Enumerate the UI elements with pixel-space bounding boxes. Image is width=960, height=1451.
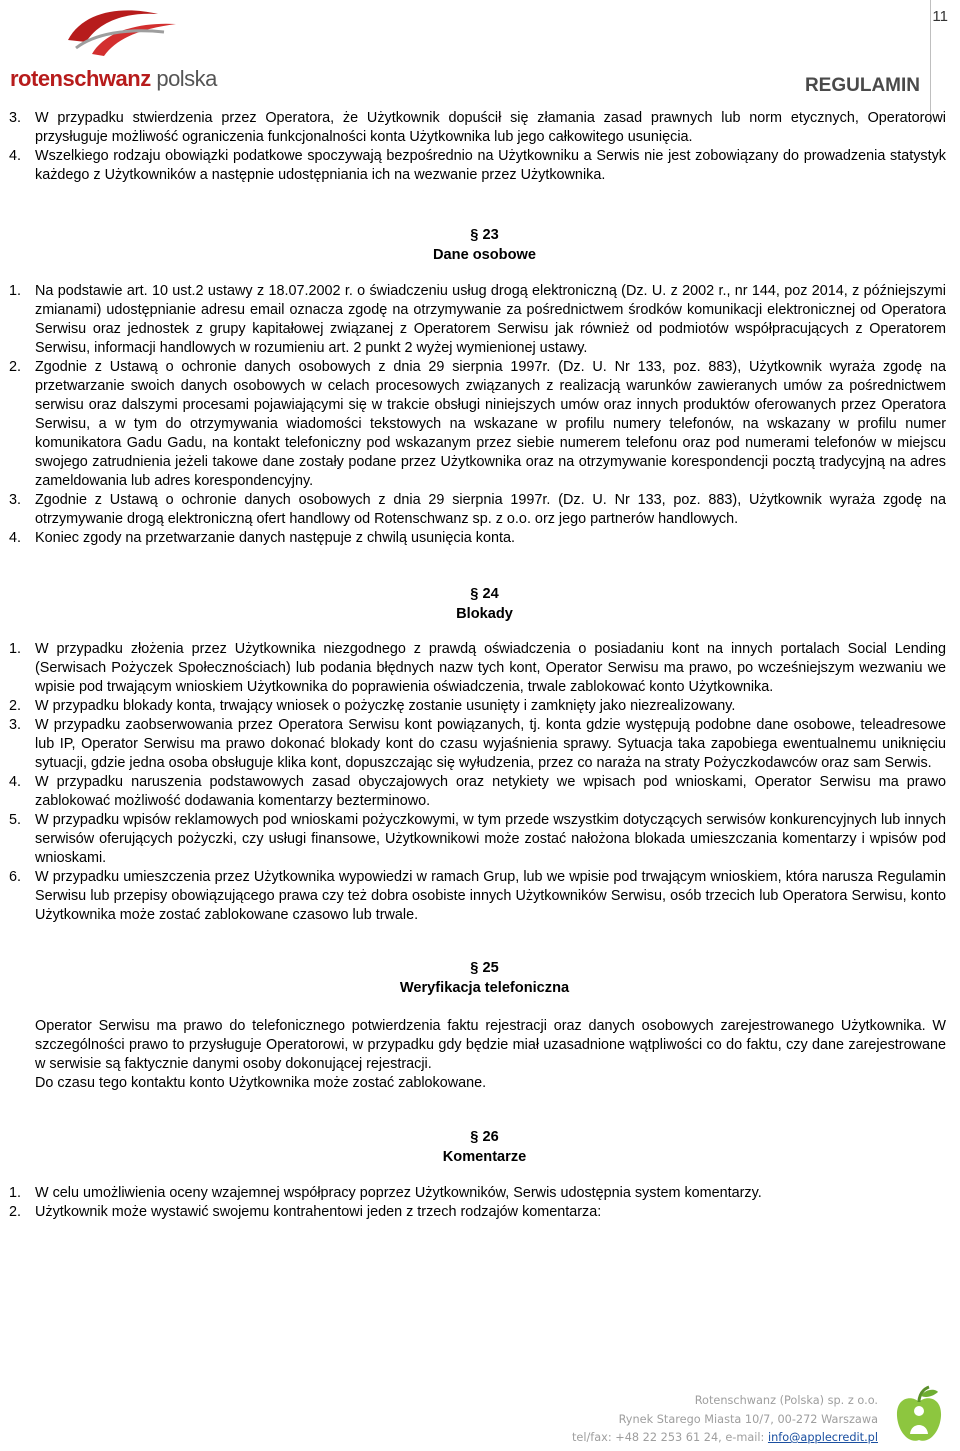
apple-credit-logo-icon — [890, 1384, 948, 1448]
list-item: 6. W przypadku umieszczenia przez Użytkownika wypowiedzi w ramach Grup, lub we wpisie pod trwającym wnioskiem, która narusza Regulamin Serwisu lub przepisy obowiązującego prawa czy też dobra osobiste innych Użytkowników Serwisu, osób trzecich lub Operatora Serwisu, konto Użytkownika może zostać zablokowane czasowo lub trwale. — [9, 869, 946, 923]
header-divider — [930, 0, 931, 124]
document-title: REGULAMIN — [804, 75, 920, 96]
section-list — [9, 282, 946, 548]
footer-contact — [572, 1392, 878, 1448]
section-number: § 25 — [470, 960, 499, 976]
document-body — [9, 109, 946, 1222]
section-title: Dane osobowe — [433, 247, 536, 263]
list-item: 2. Użytkownik może wystawić swojemu kontrahentowi jeden z trzech rodzajów komentarza: — [9, 1204, 602, 1220]
footer-company: Rotenschwanz (Polska) sp. z o.o. — [694, 1394, 878, 1407]
footer-address: Rynek Starego Miasta 10/7, 00-272 Warszawa — [618, 1412, 878, 1426]
list-item: 2. Zgodnie z Ustawą o ochronie danych osobowych z dnia 29 sierpnia 1997r. (Dz. U. Nr 133, poz. 883), Użytkownik wyraża zgodę na przetwarzanie swoich danych osobowych w celach procesowych związanych z realizacją warunków zawieranych umów za pośrednictwem serwisu oraz dalszymi procesami pojawiającymi się w trakcie obsługi niniejszych umów oraz innych produktów oferowanych przez Operatora Serwisu, a w tym do otrzymywania wiadomości tekstowych na wskazane w profilu numery telefonów, na wskazany w profilu numer komunikatora Gadu Gadu, na kontakt telefoniczny pod wskazanym przez siebie numerem telefonu oraz pod numerami telefonów w miejscu swojego zatrudnienia jeżeli takowe dane zostały podane przez Użytkownika oraz na otrzymywanie korespondencji pocztą tradycyjną na adres zameldowania lub adres korespondencyjny. — [9, 359, 946, 489]
continued-list — [9, 109, 946, 185]
section-number: § 24 — [470, 586, 499, 602]
list-item: 1. W przypadku złożenia przez Użytkownika niezgodnego z prawdą oświadczenia o posiadaniu kont na innych portalach Social Lending (Serwisach Pożyczek Społecznościach) lub podania błędnych nazw tych kont, Operator Serwisu ma prawo, po wcześniejszym wezwaniu we wpisie pod trwającym wnioskiem Użytkownika do poprawienia oświadczenia, trwale zablokować konto Użytkownika. — [9, 641, 946, 695]
logo-country-text: polska — [156, 66, 217, 91]
list-item: 2. W przypadku blokady konta, trwający wniosek o pożyczkę zostanie usunięty i zamknięty jako niezrealizowany. — [9, 698, 736, 714]
email-link[interactable]: info@applecredit.pl — [767, 1431, 878, 1444]
paragraph: Operator Serwisu ma prawo do telefonicznego potwierdzenia faktu rejestracji oraz danych osobowych zarejestrowanego Użytkownika. W szczególności prawo to przysługuje Operatorowi, w przypadku gdy będzie miał uzasadnione wątpliwości co do faktu, czy dane zarejestrowane w serwisie są faktycznie danymi osoby dokonującej rejestracji. — [35, 1018, 946, 1072]
list-item: 3. W przypadku zaobserwowania przez Operatora Serwisu kont powiązanych, tj. konta gdzie występują podobne dane osobowe, teleadresowe lub IP, Operator Serwisu ma prawo dokonać blokady kont do czasu wyjaśnienia sprawy. Sytuacja taka zapobiega ewentualnemu uniknięciu sytuacji, gdzie jedna osoba obsługuje klika kont, dopuszczając się wyłudzenia, przez co naraża na straty Pożyczkodawców oraz sam Serwis. — [9, 717, 946, 771]
list-item: 3. W przypadku stwierdzenia przez Operatora, że Użytkownik dopuścił się złamania zasad prawnych lub norm etycznych, Operatorowi przysługuje możliwość ograniczenia funkcjonalności konta Użytkownika lub jego całkowitego usunięcia. — [9, 110, 946, 145]
section-number: § 23 — [470, 227, 499, 243]
list-item: 1. W celu umożliwienia oceny wzajemnej współpracy poprzez Użytkowników, Serwis udostępnia system komentarzy. — [9, 1185, 762, 1201]
list-item: 4. Wszelkiego rodzaju obowiązki podatkowe spoczywają bezpośrednio na Użytkowniku a Serwis nie jest zobowiązany do prowadzenia statystyk każdego z Użytkowników a następnie udostępniania ich na wezwanie przez Użytkownika. — [9, 148, 946, 183]
logo-brand-text: rotenschwanz — [10, 66, 151, 91]
section-title: Weryfikacja telefoniczna — [399, 980, 570, 996]
list-item: 4. Koniec zgody na przetwarzanie danych następuje z chwilą usunięcia konta. — [9, 530, 515, 546]
section-title: Komentarze — [442, 1149, 527, 1165]
paragraph: Do czasu tego kontaktu konto Użytkownika może zostać zablokowane. — [35, 1075, 487, 1091]
list-item: 4. W przypadku naruszenia podstawowych zasad obyczajowych oraz netykiety we wpisach pod wnioskami, Operator Serwisu ma prawo zablokować możliwość dodawania komentarzy bezterminowo. — [9, 774, 946, 809]
section-title: Blokady — [456, 606, 513, 622]
list-item: 5. W przypadku wpisów reklamowych pod wnioskami pożyczkowymi, w tym przede wszystkim dotyczących serwisów konkurencyjnych lub innych serwisów oferujących pożyczki, czy usługi finansowe, Użytkownikowi może zostać nałożona blokada umieszczania komentarzy i wpisów pod wnioskami. — [9, 812, 946, 866]
footer-contact-line: tel/fax: +48 22 253 61 24, e-mail: info@applecredit.pl — [571, 1431, 878, 1444]
page-number: 11 — [932, 8, 948, 25]
section-list — [9, 640, 946, 925]
section-list — [9, 1184, 946, 1222]
section-number: § 26 — [470, 1129, 499, 1145]
list-item: 1. Na podstawie art. 10 ust.2 ustawy z 18.07.2002 r. o świadczeniu usług drogą elektroniczną (Dz. U. z 2002 r., nr 144, poz 2014, z późniejszymi zmianami) udostępnianie adresu email oznacza zgodę na otrzymywanie za pośrednictwem środków komunikacji elektronicznej od Operatora Serwisu oraz jednostek z grupy kapitałowej związanej z Operatorem Serwisu jak również od podmiotów współpracujących z Operatorem Serwisu, informacji handlowych w rozumieniu art. 2 punkt 2 wyżej wymienionej ustawy. — [9, 283, 946, 356]
rotenschwanz-logo-icon — [6, 4, 217, 100]
list-item: 3. Zgodnie z Ustawą o ochronie danych osobowych z dnia 29 sierpnia 1997r. (Dz. U. Nr 133, poz. 883), Użytkownik wyraża zgodę na otrzymywanie drogą elektroniczną ofert handlowy od Rotenschwanz sp. z o.o. orz jego partnerów handlowych. — [9, 492, 946, 527]
